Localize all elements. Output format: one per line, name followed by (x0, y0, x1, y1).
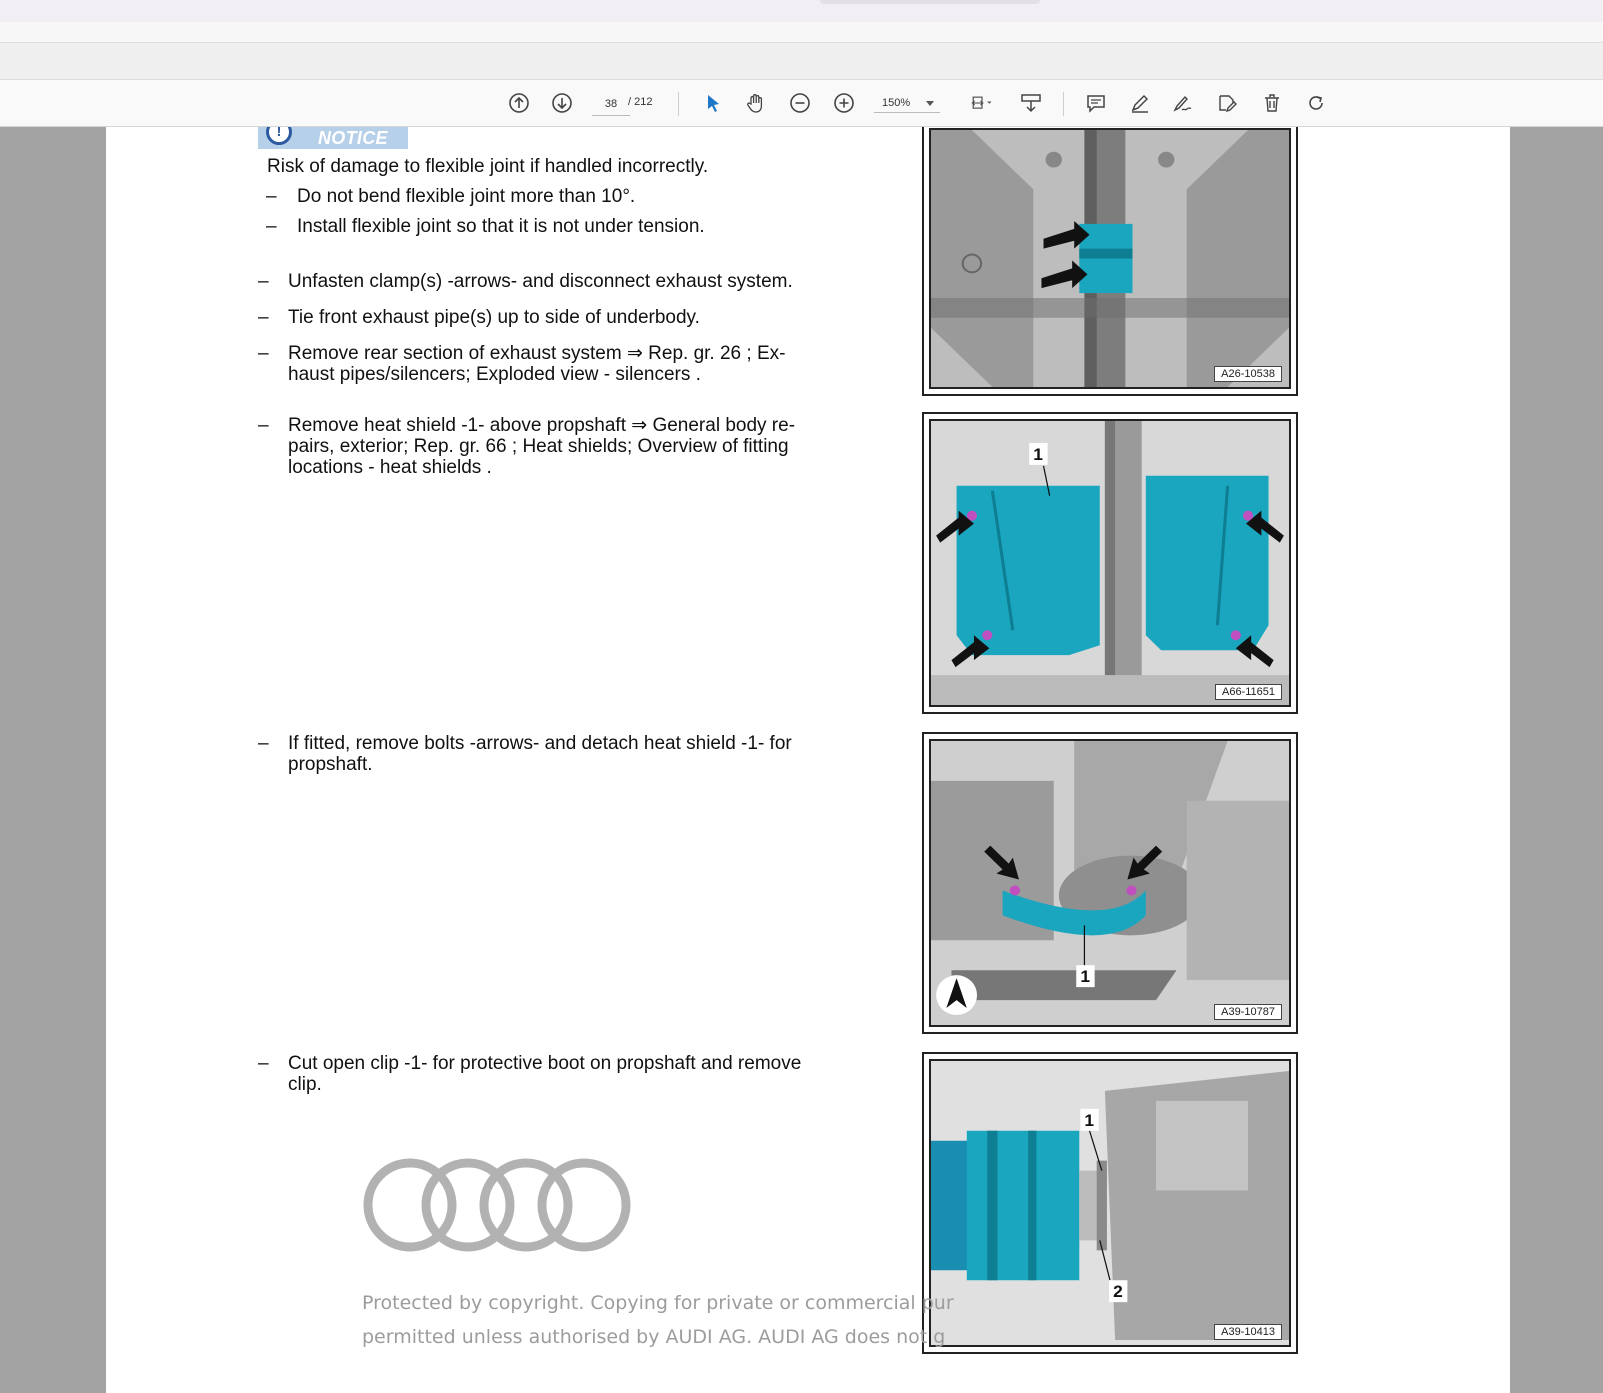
zoom-in-icon[interactable] (831, 90, 857, 116)
next-page-icon[interactable] (549, 90, 575, 116)
select-tool-icon[interactable] (700, 90, 726, 116)
step-text: If fitted, remove bolts -arrows- and detach heat shield -1- for (288, 733, 792, 754)
figure-image (929, 739, 1291, 1027)
step-text: Remove heat shield -1- above propshaft ⇒ General body re- (288, 415, 796, 436)
figure-code: A39-10413 (1214, 1324, 1282, 1340)
step-text: pairs, exterior; Rep. gr. 66 ; Heat shields; Overview of fitting (288, 436, 789, 457)
step-text: haust pipes/silencers; Exploded view - silencers . (288, 364, 701, 385)
list-dash: – (266, 186, 277, 207)
list-dash: – (258, 733, 269, 754)
figure-label-1: 1 (1080, 966, 1091, 987)
notice-text: Risk of damage to flexible joint if handled incorrectly. (267, 156, 709, 177)
tab-strip-hint (820, 0, 1040, 4)
sign-icon[interactable] (1170, 90, 1196, 116)
zoom-value: 150% (882, 97, 911, 109)
list-dash: – (266, 216, 277, 237)
step-text: Unfasten clamp(s) -arrows- and disconnect exhaust system. (288, 271, 793, 292)
rotate-icon[interactable] (1303, 90, 1329, 116)
figure-image (929, 419, 1291, 707)
figure-image (929, 1059, 1291, 1347)
list-dash: – (258, 307, 269, 328)
notice-item: Do not bend flexible joint more than 10°. (297, 186, 636, 207)
list-dash: – (258, 271, 269, 292)
figure-code: A66-11651 (1215, 684, 1282, 700)
figure-code: A26-10538 (1214, 366, 1282, 382)
prev-page-icon[interactable] (506, 90, 532, 116)
zoom-out-icon[interactable] (787, 90, 813, 116)
list-dash: – (258, 1053, 269, 1074)
step-text: propshaft. (288, 754, 373, 775)
page-total: / 212 (628, 96, 653, 108)
browser-secondary-bar (0, 43, 1603, 80)
notice-item: Install flexible joint so that it is not under tension. (297, 216, 705, 237)
step-text: locations - heat shields . (288, 457, 492, 478)
toolbar-divider (1063, 92, 1064, 116)
page-number-input[interactable] (592, 93, 630, 116)
audi-logo (362, 1157, 632, 1253)
document-viewer[interactable] (0, 127, 1603, 1393)
chevron-down-icon (926, 101, 934, 106)
figure-propshaft-shield (922, 732, 1298, 1034)
figure-exhaust-clamp (922, 127, 1298, 396)
zoom-select[interactable] (874, 93, 940, 113)
step-text: Remove rear section of exhaust system ⇒ Rep. gr. 26 ; Ex- (288, 343, 786, 364)
figure-code: A39-10787 (1214, 1004, 1282, 1020)
window-title-bar (0, 0, 1603, 22)
comment-icon[interactable] (1083, 90, 1109, 116)
highlight-icon[interactable] (1127, 90, 1153, 116)
scroll-mode-icon[interactable] (1018, 90, 1044, 116)
notice-label: NOTICE (318, 128, 388, 148)
pdf-page (106, 127, 1510, 1393)
edit-icon[interactable] (1214, 90, 1240, 116)
list-dash: – (258, 415, 269, 436)
figure-label-1: 1 (1084, 1109, 1095, 1130)
step-text: clip. (288, 1074, 322, 1095)
hand-tool-icon[interactable] (743, 90, 769, 116)
delete-icon[interactable] (1259, 90, 1285, 116)
address-bar-area (0, 22, 1603, 43)
copyright-watermark: permitted unless authorised by AUDI AG. AUDI AG does not g (362, 1326, 946, 1348)
figure-heat-shield (922, 412, 1298, 714)
pdf-toolbar (0, 80, 1603, 127)
notice-header (258, 127, 408, 149)
fit-page-icon[interactable] (965, 90, 999, 116)
list-dash: – (258, 343, 269, 364)
copyright-watermark: Protected by copyright. Copying for private or commercial pur (362, 1292, 954, 1314)
toolbar-divider (678, 92, 679, 116)
step-text: Cut open clip -1- for protective boot on propshaft and remove (288, 1053, 802, 1074)
figure-label-2: 2 (1113, 1281, 1123, 1302)
step-text: Tie front exhaust pipe(s) up to side of underbody. (288, 307, 700, 328)
figure-protective-boot (922, 1052, 1298, 1354)
notice-icon (266, 127, 292, 145)
figure-image (929, 128, 1291, 389)
figure-label-1: 1 (1033, 444, 1043, 464)
